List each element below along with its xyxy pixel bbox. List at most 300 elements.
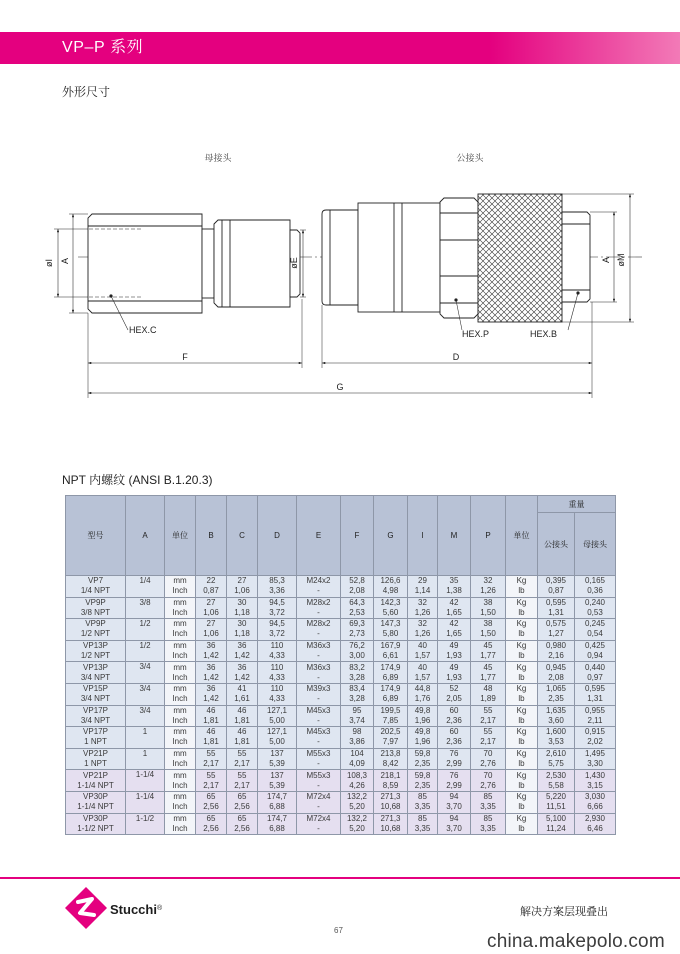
cell-f-value: 4,26 — [349, 780, 365, 790]
cell-p-value: 3,35 — [480, 802, 496, 812]
cell-unit — [165, 770, 196, 792]
cell-c-value: 30 — [237, 597, 247, 607]
cell-c-value: 1,81 — [234, 715, 250, 725]
cell-m — [438, 576, 471, 598]
cell-model-value: 1/2 NPT — [80, 651, 111, 661]
cell-weight-unit-value: lb — [518, 586, 525, 596]
table-row — [66, 813, 616, 835]
cell-f-value: 3,86 — [349, 737, 365, 747]
cell-i-value: 44,8 — [414, 684, 431, 694]
cell-g-value: 5,60 — [382, 607, 399, 617]
cell-c-value: 2,17 — [234, 780, 250, 790]
hex-b-label: HEX.B — [530, 329, 558, 339]
cell-i-value: 1,14 — [414, 586, 431, 596]
cell-weight-male-value: 1,27 — [548, 629, 564, 639]
cell-weight-female-value: 6,66 — [587, 802, 603, 812]
cell-unit-value: mm — [173, 813, 187, 823]
cell-weight-male — [538, 727, 575, 749]
cell-i — [408, 748, 438, 770]
table-row — [66, 748, 616, 770]
cell-m-value: 76 — [449, 770, 459, 780]
cell-c — [227, 640, 258, 662]
cell-f-value: 64,3 — [349, 597, 365, 607]
cell-unit-value: Inch — [172, 651, 188, 661]
cell-weight-unit — [506, 813, 538, 835]
cell-b — [196, 640, 227, 662]
cell-d-value: 127,1 — [266, 705, 288, 715]
cell-m — [438, 683, 471, 705]
cell-m — [438, 727, 471, 749]
cell-m-value: 2,36 — [446, 715, 462, 725]
cell-p-value: 55 — [483, 727, 493, 737]
cell-b-value: 46 — [206, 705, 216, 715]
cell-p — [471, 576, 506, 598]
cell-c-value: 1,42 — [234, 672, 250, 682]
cell-unit — [165, 640, 196, 662]
cell-m-value: 49 — [449, 641, 459, 651]
cell-p-value: 70 — [483, 770, 493, 780]
cell-m-value: 1,65 — [446, 629, 462, 639]
cell-p — [471, 770, 506, 792]
col-header-c: C — [227, 496, 258, 576]
cell-model-value: VP9P — [85, 597, 106, 607]
cell-e-value: - — [317, 694, 320, 704]
cell-e-value: - — [317, 780, 320, 790]
cell-weight-unit — [506, 597, 538, 619]
cell-weight-female-value: 6,46 — [587, 823, 603, 833]
cell-c — [227, 597, 258, 619]
cell-model — [66, 640, 126, 662]
dim-label-a-right: A — [601, 256, 611, 264]
cell-m-value: 1,38 — [446, 586, 462, 596]
cell-d-value: 4,33 — [269, 651, 285, 661]
cell-m-value: 94 — [449, 813, 459, 823]
cell-weight-unit-value: lb — [518, 737, 525, 747]
cell-c-value: 55 — [237, 749, 247, 759]
cell-d — [258, 597, 297, 619]
col-header-d: D — [258, 496, 297, 576]
cell-unit — [165, 662, 196, 684]
cell-weight-male — [538, 770, 575, 792]
cell-a — [126, 662, 165, 684]
cell-e — [297, 640, 341, 662]
cell-weight-male-value: 0,87 — [548, 586, 564, 596]
cell-i-value: 49,8 — [414, 727, 431, 737]
cell-b-value: 27 — [206, 597, 216, 607]
cell-f-value: 2,08 — [349, 586, 365, 596]
cell-e-value: - — [317, 629, 320, 639]
cell-b-value: 65 — [206, 813, 216, 823]
cell-c-value: 46 — [237, 727, 247, 737]
cell-p-value: 38 — [483, 597, 493, 607]
cell-e-value: M55x3 — [306, 749, 331, 759]
cell-g — [374, 683, 408, 705]
cell-i — [408, 791, 438, 813]
cell-model — [66, 813, 126, 835]
cell-weight-unit-value: lb — [518, 759, 525, 769]
cell-i-value: 49,8 — [414, 705, 431, 715]
cell-e — [297, 748, 341, 770]
cell-d — [258, 640, 297, 662]
cell-p-value: 3,35 — [480, 823, 496, 833]
cell-m — [438, 705, 471, 727]
cell-model-value: VP13P — [83, 662, 108, 672]
cell-d-value: 110 — [270, 641, 284, 651]
cell-f-value: 95 — [352, 705, 362, 715]
cell-model-value: 3/4 NPT — [80, 715, 111, 725]
cell-weight-female-value: 1,31 — [587, 694, 603, 704]
knurled-sleeve — [478, 194, 562, 322]
cell-d — [258, 791, 297, 813]
cell-e — [297, 813, 341, 835]
cell-e — [297, 705, 341, 727]
cell-weight-unit-value: Kg — [516, 684, 527, 694]
col-header-weight-female: 母接头 — [575, 513, 616, 576]
cell-weight-female — [575, 597, 616, 619]
cell-b-value: 1,42 — [203, 694, 219, 704]
cell-m — [438, 748, 471, 770]
cell-weight-male — [538, 748, 575, 770]
registered-mark: ® — [156, 905, 163, 912]
cell-a — [126, 619, 165, 641]
cell-p-value: 85 — [483, 792, 493, 802]
cell-p — [471, 813, 506, 835]
cell-e-value: M55x3 — [306, 770, 331, 780]
cell-e — [297, 597, 341, 619]
cell-model-value: VP9P — [85, 619, 106, 629]
cell-weight-female-value: 3,030 — [584, 792, 606, 802]
cell-e — [297, 619, 341, 641]
table-title: NPT 内螺纹 (ANSI B.1.20.3) — [62, 473, 213, 487]
cell-weight-male-value: 2,610 — [545, 749, 567, 759]
hex-p-body — [440, 198, 478, 318]
cell-d-value: 5,00 — [269, 715, 285, 725]
cell-weight-unit — [506, 727, 538, 749]
cell-weight-female-value: 2,930 — [584, 813, 606, 823]
cell-b-value: 36 — [206, 641, 216, 651]
cell-g-value: 5,80 — [382, 629, 399, 639]
cell-p-value: 2,17 — [480, 737, 496, 747]
cell-i-value: 1,26 — [414, 629, 431, 639]
cell-a-value: 1/2 — [139, 640, 151, 650]
table-row — [66, 662, 616, 684]
cell-f — [341, 576, 374, 598]
cell-m-value: 60 — [449, 727, 459, 737]
cell-model-value: 1/4 NPT — [80, 586, 111, 596]
cell-unit — [165, 791, 196, 813]
cell-model-value: 1 NPT — [84, 759, 107, 769]
cell-a — [126, 813, 165, 835]
cell-g — [374, 770, 408, 792]
cell-weight-unit — [506, 683, 538, 705]
brand-text: Stucchi — [110, 902, 157, 917]
cell-model — [66, 791, 126, 813]
cell-e-value: - — [317, 823, 320, 833]
cell-c — [227, 748, 258, 770]
cell-f — [341, 770, 374, 792]
cell-model — [66, 727, 126, 749]
cell-weight-unit-value: Kg — [516, 597, 527, 607]
cell-weight-unit — [506, 640, 538, 662]
cell-i — [408, 576, 438, 598]
cell-d-value: 110 — [270, 662, 284, 672]
cell-a — [126, 705, 165, 727]
cell-weight-unit-value: Kg — [516, 705, 527, 715]
cell-g — [374, 705, 408, 727]
cell-p-value: 2,76 — [480, 759, 496, 769]
cell-m — [438, 770, 471, 792]
cell-weight-female-value: 0,165 — [584, 576, 606, 586]
cell-p-value: 1,77 — [480, 672, 496, 682]
cell-m-value: 1,93 — [446, 651, 462, 661]
cell-unit-value: Inch — [172, 672, 188, 682]
cell-b-value: 27 — [206, 619, 216, 629]
cell-c — [227, 770, 258, 792]
cell-weight-male-value: 5,58 — [548, 780, 564, 790]
cell-weight-female-value: 0,36 — [587, 586, 603, 596]
cell-c-value: 65 — [237, 792, 247, 802]
cell-i-value: 85 — [418, 813, 427, 823]
cell-unit-value: Inch — [172, 586, 188, 596]
cell-weight-male-value: 1,31 — [548, 607, 564, 617]
cell-g — [374, 791, 408, 813]
cell-b — [196, 576, 227, 598]
cell-g — [374, 813, 408, 835]
cell-weight-unit-value: lb — [518, 694, 525, 704]
cell-p — [471, 619, 506, 641]
cell-i-value: 1,57 — [414, 651, 431, 661]
cell-unit-value: Inch — [172, 780, 188, 790]
cell-d-value: 4,33 — [269, 672, 285, 682]
cell-e — [297, 727, 341, 749]
cell-f-value: 3,28 — [349, 694, 365, 704]
cell-p-value: 2,17 — [480, 715, 496, 725]
cell-model-value: VP15P — [83, 684, 108, 694]
cell-b — [196, 705, 227, 727]
cell-weight-male-value: 11,24 — [546, 823, 566, 833]
cell-b — [196, 683, 227, 705]
cell-p-value: 55 — [483, 705, 493, 715]
cell-unit-value: Inch — [172, 802, 188, 812]
cell-m-value: 1,65 — [446, 607, 462, 617]
table-row — [66, 791, 616, 813]
cell-p — [471, 748, 506, 770]
cell-f — [341, 705, 374, 727]
cell-weight-male — [538, 576, 575, 598]
cell-g-value: 6,89 — [382, 672, 399, 682]
cell-c — [227, 619, 258, 641]
cell-weight-male-value: 3,60 — [548, 715, 564, 725]
cell-weight-female-value: 3,15 — [587, 780, 603, 790]
cell-weight-female — [575, 748, 616, 770]
footer-divider — [0, 877, 680, 879]
cell-e-value: - — [317, 715, 320, 725]
cell-g-value: 10,68 — [380, 823, 401, 833]
cell-g-value: 271,3 — [380, 792, 401, 802]
cell-c — [227, 576, 258, 598]
cell-weight-male — [538, 640, 575, 662]
cell-unit — [165, 576, 196, 598]
cell-g-value: 6,61 — [382, 651, 399, 661]
cell-weight-unit-value: lb — [518, 651, 525, 661]
cell-weight-unit — [506, 791, 538, 813]
cell-weight-female — [575, 705, 616, 727]
cell-g — [374, 662, 408, 684]
cell-i — [408, 640, 438, 662]
cell-b-value: 46 — [206, 727, 216, 737]
cell-p-value: 1,26 — [480, 586, 496, 596]
col-header-f: F — [341, 496, 374, 576]
cell-e-value: M36x3 — [306, 641, 331, 651]
cell-m-value: 2,99 — [446, 759, 462, 769]
cell-weight-female — [575, 683, 616, 705]
cell-weight-unit-value: lb — [518, 823, 525, 833]
cell-weight-female-value: 0,595 — [584, 684, 606, 694]
cell-a — [126, 597, 165, 619]
cell-c-value: 36 — [237, 641, 247, 651]
cell-weight-male-value: 5,75 — [548, 759, 564, 769]
cell-b-value: 2,17 — [203, 759, 219, 769]
cell-b-value: 2,56 — [203, 823, 219, 833]
cell-d — [258, 576, 297, 598]
cell-a-value: 3/8 — [139, 597, 151, 607]
cell-unit-value: mm — [173, 749, 187, 759]
cell-i-value: 32 — [418, 597, 427, 607]
cell-weight-unit-value: lb — [518, 672, 525, 682]
cell-unit — [165, 727, 196, 749]
cell-c-value: 1,42 — [234, 651, 250, 661]
cell-b-value: 1,06 — [203, 607, 219, 617]
cell-weight-female-value: 2,11 — [587, 715, 603, 725]
cell-a-value: 1-1/4 — [135, 791, 155, 801]
cell-c — [227, 791, 258, 813]
col-header-model: 型号 — [66, 496, 126, 576]
cell-i-value: 40 — [418, 641, 427, 651]
cell-c-value: 2,17 — [234, 759, 250, 769]
cell-a — [126, 683, 165, 705]
brand-name — [110, 902, 162, 917]
coupling-technical-drawing — [0, 140, 680, 410]
cell-g — [374, 748, 408, 770]
cell-b-value: 1,42 — [203, 651, 219, 661]
male-coupling-caption: 公接头 — [456, 153, 484, 163]
cell-g-value: 213,8 — [380, 749, 401, 759]
cell-weight-male-value: 2,08 — [548, 672, 564, 682]
table-row — [66, 770, 616, 792]
cell-i — [408, 597, 438, 619]
cell-weight-female-value: 2,02 — [587, 737, 603, 747]
cell-weight-male-value: 5,100 — [545, 813, 567, 823]
cell-weight-female — [575, 791, 616, 813]
cell-i-value: 1,96 — [414, 737, 431, 747]
cell-d-value: 137 — [270, 770, 284, 780]
cell-d — [258, 619, 297, 641]
cell-unit — [165, 619, 196, 641]
dim-label-e: øE — [289, 257, 299, 269]
cell-b-value: 0,87 — [203, 586, 219, 596]
cell-weight-male-value: 2,35 — [548, 694, 564, 704]
cell-i-value: 2,35 — [414, 759, 431, 769]
col-header-weight-unit: 单位 — [506, 496, 538, 576]
cell-c — [227, 683, 258, 705]
table-row — [66, 640, 616, 662]
cell-weight-female-value: 0,245 — [584, 619, 606, 629]
cell-b — [196, 770, 227, 792]
cell-d-value: 174,7 — [266, 792, 288, 802]
cell-b — [196, 727, 227, 749]
cell-f-value: 132,2 — [346, 792, 368, 802]
cell-unit-value: mm — [173, 576, 187, 586]
cell-unit-value: mm — [173, 619, 187, 629]
cell-weight-unit — [506, 748, 538, 770]
cell-a-value: 1/2 — [139, 619, 151, 629]
cell-i-value: 1,57 — [414, 672, 431, 682]
cell-weight-female-value: 0,94 — [587, 651, 603, 661]
cell-model — [66, 748, 126, 770]
cell-weight-unit — [506, 705, 538, 727]
cell-f-value: 69,3 — [349, 619, 365, 629]
cell-weight-unit-value: lb — [518, 715, 525, 725]
cell-e — [297, 662, 341, 684]
cell-weight-male-value: 1,635 — [545, 705, 567, 715]
cell-unit-value: mm — [173, 792, 187, 802]
cell-d-value: 5,00 — [269, 737, 285, 747]
cell-g-value: 174,9 — [380, 662, 401, 672]
cell-e — [297, 770, 341, 792]
cell-weight-unit-value: Kg — [516, 662, 527, 672]
cell-weight-unit — [506, 770, 538, 792]
cell-weight-unit-value: Kg — [516, 792, 527, 802]
col-header-m: M — [438, 496, 471, 576]
cell-g-value: 4,98 — [382, 586, 399, 596]
cell-f-value: 108,3 — [346, 770, 368, 780]
cell-m-value: 3,70 — [446, 802, 462, 812]
cell-b — [196, 813, 227, 835]
cell-m-value: 42 — [449, 619, 459, 629]
cell-c-value: 27 — [237, 576, 247, 586]
cell-unit-value: Inch — [172, 694, 188, 704]
cell-m — [438, 813, 471, 835]
cell-f-value: 132,2 — [346, 813, 368, 823]
cell-p-value: 48 — [483, 684, 493, 694]
cell-unit-value: mm — [173, 727, 187, 737]
col-header-b: B — [196, 496, 227, 576]
hex-p-label: HEX.P — [462, 329, 490, 339]
cell-i-value: 3,35 — [414, 802, 431, 812]
cell-c-value: 2,56 — [234, 823, 250, 833]
cell-weight-female-value: 0,53 — [587, 607, 603, 617]
cell-f — [341, 640, 374, 662]
cell-i-value: 85 — [418, 792, 427, 802]
cell-weight-female-value: 0,240 — [584, 597, 606, 607]
cell-b-value: 36 — [206, 684, 216, 694]
cell-model-value: VP30P — [83, 813, 108, 823]
locking-sleeve — [214, 220, 290, 307]
cell-model-value: 3/4 NPT — [80, 694, 111, 704]
cell-weight-female — [575, 770, 616, 792]
table-row — [66, 619, 616, 641]
cell-p-value: 45 — [483, 662, 493, 672]
cell-unit-value: Inch — [172, 759, 188, 769]
cell-weight-unit-value: Kg — [516, 727, 527, 737]
cell-weight-female-value: 0,440 — [584, 662, 606, 672]
cell-b — [196, 619, 227, 641]
cell-e-value: M24x2 — [306, 576, 331, 586]
cell-weight-female-value: 1,430 — [584, 770, 606, 780]
cell-m-value: 49 — [449, 662, 459, 672]
cell-p-value: 1,77 — [480, 651, 496, 661]
dim-label-f: F — [182, 352, 188, 362]
